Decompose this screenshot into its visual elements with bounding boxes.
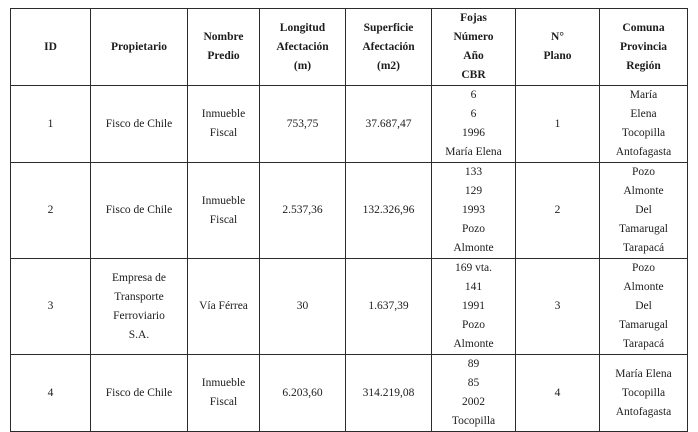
cell-line: Tocopilla xyxy=(621,386,666,399)
cell-line: Fisco de Chile xyxy=(105,386,173,399)
cell-line: Vía Férrea xyxy=(199,300,248,312)
header-line: (m) xyxy=(293,59,312,72)
cell-line: Inmueble xyxy=(201,194,246,207)
cell-plano: 3 xyxy=(516,259,600,355)
cell-propietario xyxy=(91,163,188,259)
cell-line: Fiscal xyxy=(209,396,238,408)
cell-comuna xyxy=(600,86,688,163)
cell-superficie: 132.326,96 xyxy=(346,163,432,259)
header-superficie xyxy=(346,9,432,86)
header-line: Región xyxy=(626,59,661,72)
header-line: Superficie xyxy=(363,21,414,34)
header-line: ID xyxy=(44,40,57,53)
header-line: Afectación xyxy=(362,40,415,53)
cell-line: Transporte xyxy=(114,290,164,303)
cell-comuna xyxy=(600,163,688,259)
cell-line: Fiscal xyxy=(209,127,238,139)
header-line: N° xyxy=(551,31,564,43)
header-line: CBR xyxy=(461,69,486,81)
cell-line: Almonte xyxy=(453,242,494,254)
cell-line: S.A. xyxy=(128,328,150,341)
cell-line: Antofagasta xyxy=(615,146,672,158)
cell-line: Fiscal xyxy=(209,213,238,226)
cell-line: Del xyxy=(635,300,652,312)
header-line: Comuna xyxy=(622,21,665,34)
cell-superficie: 37.687,47 xyxy=(346,86,432,163)
table-row xyxy=(11,259,688,355)
cell-plano: 1 xyxy=(516,86,600,163)
cell-line: Pozo xyxy=(632,262,655,274)
cell-fojas xyxy=(432,163,516,259)
cell-line: Almonte xyxy=(623,281,664,293)
cell-longitud: 753,75 xyxy=(260,86,346,163)
cell-line: Pozo xyxy=(462,223,485,235)
header-propietario xyxy=(91,9,188,86)
cell-line: 1993 xyxy=(462,204,485,216)
cell-line: Inmueble xyxy=(201,108,246,120)
cell-comuna xyxy=(600,355,688,432)
cell-id: 1 xyxy=(11,86,91,163)
cell-line: Ferroviario xyxy=(113,309,165,322)
table-row xyxy=(11,355,688,432)
cell-plano: 4 xyxy=(516,355,600,432)
header-longitud xyxy=(260,9,346,86)
header-line: Año xyxy=(463,50,484,62)
cell-superficie: 314.219,08 xyxy=(346,355,432,432)
header-line: Predio xyxy=(207,50,240,62)
document-table-wrapper xyxy=(10,8,687,432)
cell-superficie: 1.637,39 xyxy=(346,259,432,355)
cell-id: 4 xyxy=(11,355,91,432)
cell-id: 2 xyxy=(11,163,91,259)
cell-line: 6 xyxy=(470,89,477,101)
cell-line: Fisco de Chile xyxy=(105,204,173,216)
cell-fojas xyxy=(432,86,516,163)
cell-predio xyxy=(188,259,260,355)
cell-fojas xyxy=(432,355,516,432)
cell-plano: 2 xyxy=(516,163,600,259)
header-line: Afectación xyxy=(276,40,329,53)
header-nombre-predio xyxy=(188,9,260,86)
header-line: (m2) xyxy=(377,59,400,72)
cell-comuna xyxy=(600,259,688,355)
cell-longitud: 6.203,60 xyxy=(260,355,346,432)
cell-line: Tarapacá xyxy=(622,338,665,350)
table-header xyxy=(11,9,688,86)
header-line: Fojas xyxy=(460,12,487,24)
header-line: Provincia xyxy=(619,40,668,53)
cell-line: Tocopilla xyxy=(621,127,666,139)
cell-line: 169 vta. xyxy=(454,262,493,274)
cell-predio xyxy=(188,86,260,163)
property-table xyxy=(10,8,688,432)
cell-id: 3 xyxy=(11,259,91,355)
cell-line: Tamarugal xyxy=(618,319,668,331)
cell-line: Fisco de Chile xyxy=(105,117,173,130)
cell-longitud: 2.537,36 xyxy=(260,163,346,259)
cell-longitud: 30 xyxy=(260,259,346,355)
cell-propietario xyxy=(91,355,188,432)
cell-line: 85 xyxy=(467,377,480,389)
cell-predio xyxy=(188,355,260,432)
header-line: Número xyxy=(453,31,494,43)
header-line: Longitud xyxy=(279,21,326,34)
cell-line: Almonte xyxy=(623,185,664,197)
header-id xyxy=(11,9,91,86)
cell-line: Pozo xyxy=(462,319,485,331)
cell-line: 1996 xyxy=(462,127,485,139)
cell-line: Antofagasta xyxy=(615,405,672,418)
header-line: Plano xyxy=(543,50,572,62)
cell-line: Pozo xyxy=(632,166,655,178)
cell-line: Almonte xyxy=(453,338,494,350)
cell-propietario xyxy=(91,259,188,355)
cell-line: Elena xyxy=(630,108,657,120)
cell-line: Empresa de xyxy=(112,271,166,284)
header-fojas xyxy=(432,9,516,86)
cell-fojas xyxy=(432,259,516,355)
header-line: Propietario xyxy=(111,40,167,53)
cell-line: 141 xyxy=(464,281,483,293)
header-comuna xyxy=(600,9,688,86)
cell-line: Del xyxy=(635,204,652,216)
cell-line: 6 xyxy=(470,108,477,120)
header-line: Nombre xyxy=(203,31,244,43)
cell-line: María Elena xyxy=(445,146,502,158)
cell-line: Inmueble xyxy=(201,377,246,389)
cell-line: 2002 xyxy=(462,396,485,408)
cell-line: Tocopilla xyxy=(451,415,496,427)
cell-line: Tamarugal xyxy=(618,223,668,235)
cell-line: 1991 xyxy=(462,300,485,312)
cell-line: María Elena xyxy=(615,367,672,380)
cell-line: 89 xyxy=(467,358,480,370)
cell-predio xyxy=(188,163,260,259)
cell-propietario xyxy=(91,86,188,163)
table-row xyxy=(11,163,688,259)
cell-line: María xyxy=(629,89,658,101)
table-row xyxy=(11,86,688,163)
cell-line: 129 xyxy=(464,185,483,197)
table-body xyxy=(11,86,688,432)
header-row xyxy=(11,9,688,86)
cell-line: Tarapacá xyxy=(622,242,665,254)
header-plano xyxy=(516,9,600,86)
cell-line: 133 xyxy=(464,166,483,178)
